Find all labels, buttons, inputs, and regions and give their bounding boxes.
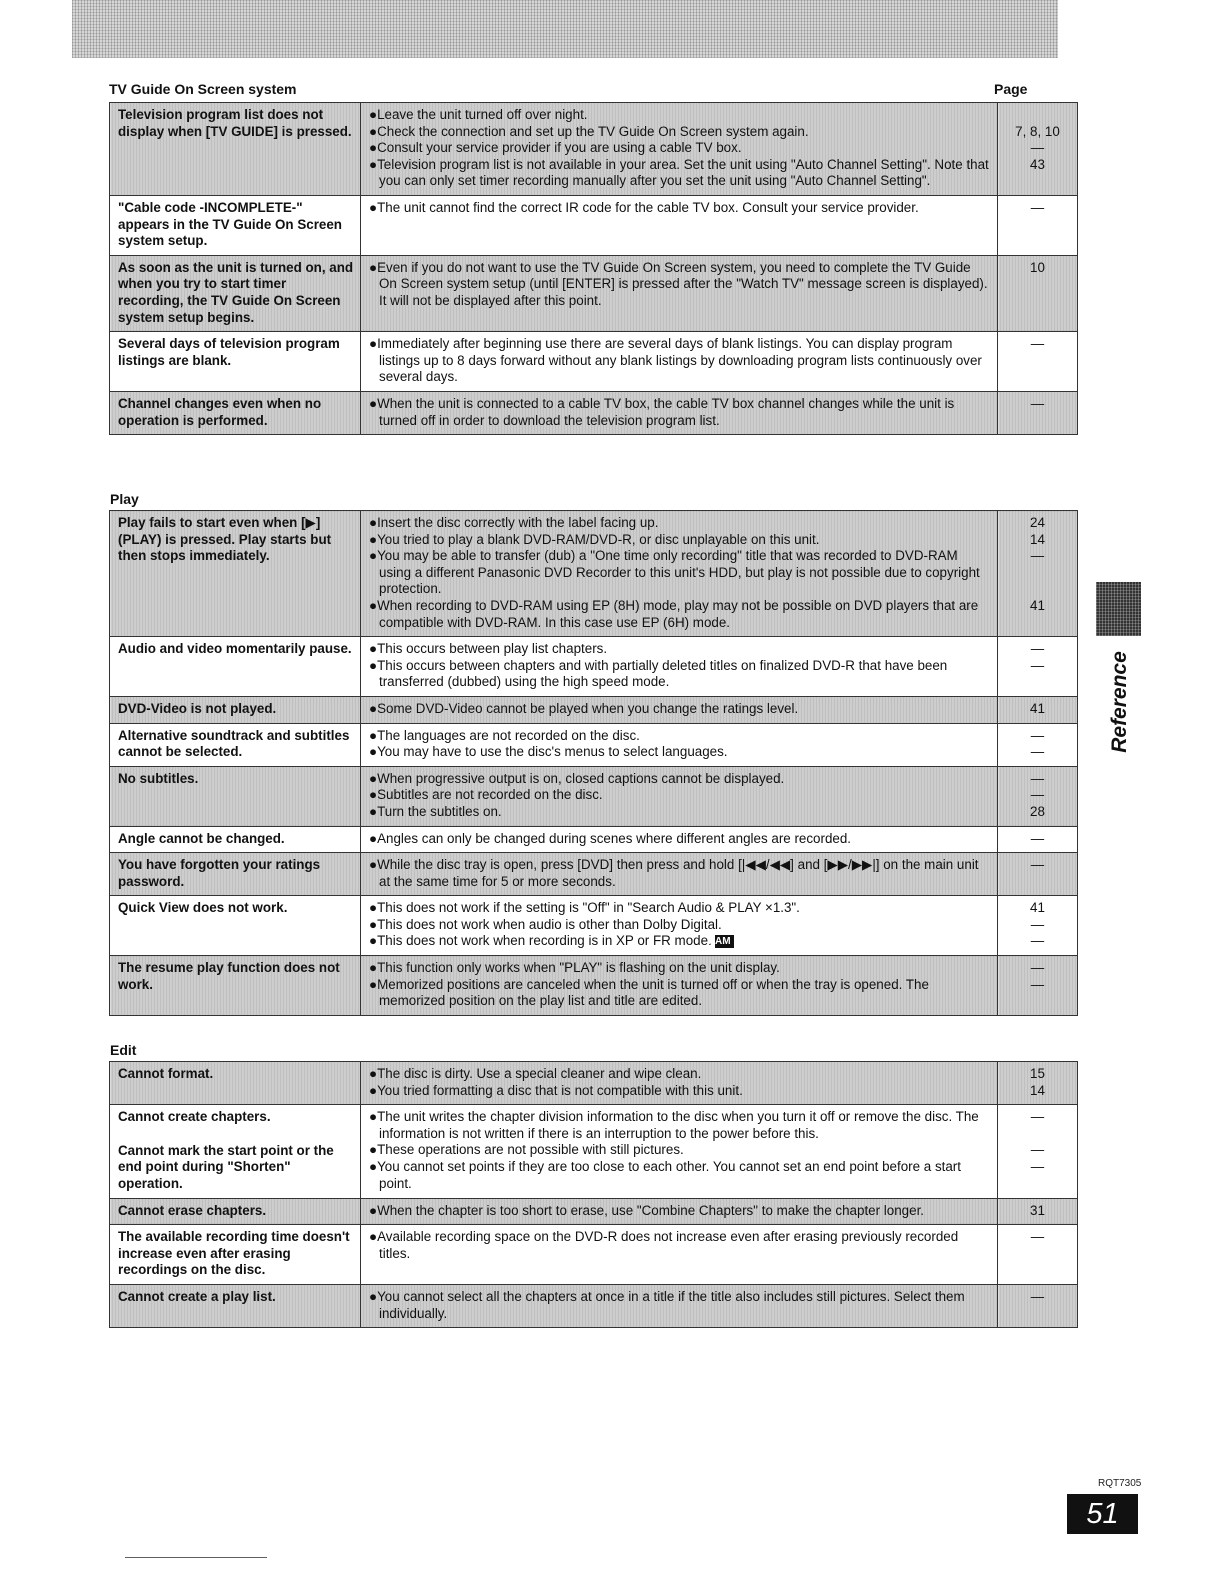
symptom-text: Audio and video momentarily pause.: [118, 641, 352, 657]
remedy-item: [369, 701, 989, 718]
model-code: RQT7305: [1098, 1478, 1142, 1489]
page-ref: [998, 107, 1077, 124]
section-title-edit: Edit: [110, 1042, 137, 1058]
remedy-item: [369, 598, 989, 631]
remedy-text: ●The languages are not recorded on the disc.: [369, 727, 640, 743]
symptom-text: Quick View does not work.: [118, 900, 288, 916]
ram-disc-badge: RAM: [715, 935, 734, 948]
table-row: [110, 255, 1078, 331]
remedy-item: [369, 1109, 989, 1142]
remedy-text: ●This occurs between play list chapters.: [369, 641, 608, 657]
symptom-cell: [110, 1062, 361, 1105]
page-ref: —: [1030, 727, 1045, 743]
page-ref: —: [1030, 641, 1045, 657]
table-row: [110, 195, 1078, 255]
remedy-cell: [361, 1198, 998, 1225]
remedy-cell: [361, 195, 998, 255]
remedy-cell: [361, 637, 998, 697]
table-row: [110, 723, 1078, 766]
page-ref: —: [1030, 744, 1045, 760]
remedy-text: ●This does not work when recording is in XP or FR mode.: [369, 933, 712, 949]
remedy-cell: [361, 1225, 998, 1285]
remedy-item: [369, 1083, 989, 1100]
remedy-item: [369, 1289, 989, 1322]
page-ref: —: [1030, 770, 1045, 786]
remedy-item: [369, 157, 989, 190]
symptom-cell: [110, 723, 361, 766]
page-ref-cell: [998, 896, 1078, 956]
page-ref: —: [1030, 199, 1045, 215]
table-row: [110, 391, 1078, 434]
page-ref: 41: [1030, 700, 1045, 716]
symptom-cell: [110, 255, 361, 331]
page-ref-cell: [998, 255, 1078, 331]
symptom-text: DVD-Video is not played.: [118, 700, 277, 716]
remedy-text: ●Turn the subtitles on.: [369, 803, 502, 819]
remedy-item: [369, 977, 989, 1010]
symptom-text: Angle cannot be changed.: [118, 830, 285, 846]
remedy-text: ●The unit writes the chapter division information to the disc when you turn it off or remove the disc. The information is not written if there is an interruption to the power before this.: [369, 1109, 979, 1141]
page-ref: [998, 1126, 1077, 1143]
symptom-text: You have forgotten your ratings password.: [118, 857, 321, 889]
page-ref: [998, 581, 1077, 598]
symptom-text: Cannot mark the start point or the end point during "Shorten" operation.: [118, 1142, 334, 1191]
symptom-text: Cannot create chapters.: [118, 1109, 271, 1125]
remedy-item: [369, 900, 989, 917]
remedy-text: ●Television program list is not available in your area. Set the unit using "Auto Channel Setting". Note that you can only set timer recording manually after you set the unit using "Auto Channel Setting".: [369, 156, 989, 189]
remedy-text: ●Insert the disc correctly with the label facing up.: [369, 515, 659, 530]
remedy-item: [369, 260, 989, 310]
remedy-text: ●You tried formatting a disc that is not compatible with this unit.: [369, 1082, 743, 1098]
remedy-cell: [361, 696, 998, 723]
remedy-text: ●The disc is dirty. Use a special cleaner and wipe clean.: [369, 1066, 702, 1081]
page-ref: 15: [1030, 1066, 1045, 1081]
remedy-text: ●While the disc tray is open, press [DVD] then press and hold [|◀◀/◀◀] and [▶▶/▶▶|] on the main unit at the same time for 5 or more seconds.: [369, 857, 979, 889]
page-ref-cell: [998, 766, 1078, 826]
remedy-cell: [361, 723, 998, 766]
section-title-play: Play: [110, 491, 139, 507]
symptom-cell: [110, 826, 361, 853]
symptom-cell: [110, 696, 361, 723]
table-row: [110, 826, 1078, 853]
remedy-item: [369, 658, 989, 691]
remedy-item: [369, 831, 989, 848]
remedy-cell: [361, 956, 998, 1016]
symptom-cell: [110, 1105, 361, 1198]
table-row: [110, 1062, 1078, 1105]
page-ref: 28: [1030, 803, 1045, 819]
symptom-text: Television program list does not display when [TV GUIDE] is pressed.: [118, 107, 352, 139]
symptom-text: Channel changes even when no operation is performed.: [118, 395, 322, 428]
table-row: [110, 511, 1078, 637]
page-ref: 41: [1030, 900, 1045, 916]
page-ref: —: [1030, 830, 1045, 846]
page-ref: 24: [1030, 515, 1045, 530]
symptom-text: The available recording time doesn't increase even after erasing recordings on the disc.: [118, 1229, 350, 1278]
page-ref-cell: [998, 696, 1078, 723]
remedy-item: [369, 917, 989, 934]
page-ref: 43: [1030, 156, 1045, 172]
page-ref: 10: [1030, 259, 1045, 275]
table-row: [110, 696, 1078, 723]
page-ref-cell: [998, 1284, 1078, 1327]
remedy-cell: [361, 896, 998, 956]
table-row: [110, 1198, 1078, 1225]
symptom-text: Cannot create a play list.: [118, 1288, 276, 1304]
remedy-text: ●This does not work when audio is other than Dolby Digital.: [369, 916, 722, 932]
remedy-item: [369, 641, 989, 658]
page-ref-cell: [998, 1105, 1078, 1198]
remedy-item: [369, 804, 989, 821]
page-ref: —: [1030, 1158, 1045, 1174]
symptom-text: The resume play function does not work.: [118, 960, 340, 992]
remedy-text: ●You may be able to transfer (dub) a "One time only recording" title that was recorded to DVD-RAM using a different Panasonic DVD Recorder to this unit's HDD, but play is not possible due to copyright protection.: [369, 548, 980, 597]
remedy-cell: [361, 853, 998, 896]
section-tab-marker: [1096, 582, 1141, 636]
page-ref: —: [1030, 336, 1045, 352]
remedy-cell: [361, 332, 998, 392]
symptom-cell: [110, 853, 361, 896]
remedy-text: ●You cannot select all the chapters at once in a title if the title also includes still pictures. Select them individually.: [369, 1288, 965, 1321]
table-row: [110, 896, 1078, 956]
side-section-label: Reference: [1108, 651, 1131, 753]
symptom-text: No subtitles.: [118, 770, 199, 786]
page-ref-cell: [998, 511, 1078, 637]
remedy-text: ●Subtitles are not recorded on the disc.: [369, 787, 603, 803]
section-title-tv-guide: TV Guide On Screen system: [109, 81, 297, 97]
page-ref: —: [1030, 857, 1045, 873]
remedy-item: [369, 336, 989, 386]
symptom-cell: [110, 103, 361, 196]
remedy-item: [369, 857, 989, 890]
remedy-cell: [361, 103, 998, 196]
symptom-cell: [110, 896, 361, 956]
remedy-item: [369, 1203, 989, 1220]
page-ref-cell: [998, 1062, 1078, 1105]
page-ref-cell: [998, 637, 1078, 697]
remedy-text: ●This occurs between chapters and with partially deleted titles on finalized DVD-R that have been transferred (dubbed) using the high speed mode.: [369, 657, 948, 690]
remedy-item: [369, 124, 989, 141]
page-ref: —: [1030, 787, 1045, 803]
remedy-item: [369, 933, 989, 950]
remedy-text: ●When recording to DVD-RAM using EP (8H) mode, play may not be possible on DVD players that are compatible with DVD-RAM. In this case use EP (6H) mode.: [369, 597, 979, 630]
table-row: [110, 956, 1078, 1016]
remedy-text: ●Even if you do not want to use the TV Guide On Screen system, you need to complete the TV Guide On Screen system setup (until [ENTER] is pressed after the "Watch TV" message screen is displayed). It will not be displayed after this point.: [369, 259, 988, 308]
symptom-text: Cannot format.: [118, 1066, 214, 1081]
page-ref: —: [1030, 395, 1045, 411]
symptom-cell: [110, 195, 361, 255]
remedy-text: ●You tried to play a blank DVD-RAM/DVD-R, or disc unplayable on this unit.: [369, 531, 820, 547]
page-ref-cell: [998, 956, 1078, 1016]
table-row: [110, 1225, 1078, 1285]
remedy-text: ●Some DVD-Video cannot be played when you change the ratings level.: [369, 700, 799, 716]
page-ref: 14: [1030, 1082, 1045, 1098]
page-ref: 7, 8, 10: [1015, 123, 1060, 139]
remedy-item: [369, 200, 989, 217]
remedy-item: [369, 515, 989, 532]
remedy-item: [369, 1066, 989, 1083]
remedy-text: ●Consult your service provider if you are using a cable TV box.: [369, 140, 742, 156]
remedy-text: ●Leave the unit turned off over night.: [369, 107, 588, 122]
remedy-item: [369, 787, 989, 804]
page-ref-cell: [998, 1225, 1078, 1285]
table-row: [110, 853, 1078, 896]
remedy-cell: [361, 1284, 998, 1327]
remedy-cell: [361, 391, 998, 434]
remedy-item: [369, 548, 989, 598]
remedy-text: ●This does not work if the setting is "Off" in "Search Audio & PLAY ×1.3".: [369, 900, 800, 916]
symptom-cell: [110, 1284, 361, 1327]
remedy-cell: [361, 826, 998, 853]
symptom-text: Alternative soundtrack and subtitles cannot be selected.: [118, 727, 350, 760]
page-ref-cell: [998, 1198, 1078, 1225]
page-ref-cell: [998, 853, 1078, 896]
symptom-cell: [110, 956, 361, 1016]
symptom-text: Cannot erase chapters.: [118, 1202, 267, 1218]
table-row: [110, 766, 1078, 826]
remedy-item: [369, 1142, 989, 1159]
page-ref-cell: [998, 103, 1078, 196]
remedy-item: [369, 396, 989, 429]
remedy-text: ●Available recording space on the DVD-R does not increase even after erasing previously recorded titles.: [369, 1229, 959, 1261]
page-ref: —: [1030, 960, 1045, 976]
remedy-cell: [361, 255, 998, 331]
page-ref: —: [1030, 933, 1045, 949]
symptom-text: "Cable code -INCOMPLETE-" appears in the TV Guide On Screen system setup.: [118, 199, 342, 249]
symptom-text: As soon as the unit is turned on, and when you try to start timer recording, the TV Guide On Screen system setup begins.: [118, 259, 354, 325]
remedy-text: ●Check the connection and set up the TV Guide On Screen system again.: [369, 123, 809, 139]
remedy-item: [369, 728, 989, 745]
page-ref: 31: [1030, 1202, 1045, 1218]
remedy-text: ●Angles can only be changed during scenes where different angles are recorded.: [369, 830, 852, 846]
page-column-label: Page: [994, 81, 1028, 97]
remedy-item: [369, 960, 989, 977]
symptom-cell: [110, 391, 361, 434]
table-row: [110, 1284, 1078, 1327]
remedy-cell: [361, 766, 998, 826]
page-ref: —: [1030, 140, 1045, 156]
page-ref: —: [1030, 1288, 1045, 1304]
footer-rule: [125, 1557, 267, 1558]
tv-guide-troubleshooting-table: [109, 102, 1078, 435]
remedy-item: [369, 140, 989, 157]
symptom-cell: [110, 766, 361, 826]
edit-troubleshooting-table: [109, 1061, 1078, 1328]
remedy-text: ●When progressive output is on, closed captions cannot be displayed.: [369, 770, 785, 786]
remedy-text: ●These operations are not possible with still pictures.: [369, 1142, 684, 1158]
remedy-item: [369, 107, 989, 124]
remedy-text: ●You may have to use the disc's menus to select languages.: [369, 744, 728, 760]
remedy-cell: [361, 1105, 998, 1198]
table-row: [110, 637, 1078, 697]
page-ref: 41: [1030, 597, 1045, 613]
page-ref: —: [1030, 1142, 1045, 1158]
play-troubleshooting-table: [109, 510, 1078, 1016]
page-ref-cell: [998, 332, 1078, 392]
symptom-cell: [110, 332, 361, 392]
table-row: [110, 332, 1078, 392]
page-ref-cell: [998, 723, 1078, 766]
symptom-cell: [110, 637, 361, 697]
remedy-item: [369, 771, 989, 788]
page-ref: [998, 565, 1077, 582]
page-number: 51: [1067, 1494, 1138, 1534]
remedy-item: [369, 1159, 989, 1192]
remedy-text: ●You cannot set points if they are too close to each other. You cannot set an end point before a start point.: [369, 1158, 961, 1191]
page-ref-cell: [998, 826, 1078, 853]
symptom-cell: [110, 1198, 361, 1225]
symptom-text: Several days of television program listings are blank.: [118, 336, 340, 368]
page-ref: —: [1030, 916, 1045, 932]
page-ref: —: [1030, 976, 1045, 992]
symptom-cell: [110, 511, 361, 637]
remedy-text: ●When the chapter is too short to erase, use "Combine Chapters" to make the chapter longer.: [369, 1202, 925, 1218]
remedy-item: [369, 532, 989, 549]
symptom-cell: [110, 1225, 361, 1285]
remedy-text: ●Memorized positions are canceled when the unit is turned off or when the tray is opened. The memorized position on the play list and title are edited.: [369, 976, 929, 1009]
remedy-item: [369, 744, 989, 761]
remedy-cell: [361, 511, 998, 637]
remedy-text: ●This function only works when "PLAY" is flashing on the unit display.: [369, 960, 780, 976]
page-ref: —: [1030, 1109, 1045, 1125]
page-ref: —: [1030, 1229, 1045, 1245]
table-row: [110, 1105, 1078, 1198]
remedy-text: ●The unit cannot find the correct IR code for the cable TV box. Consult your service provider.: [369, 199, 919, 215]
page-ref-cell: [998, 195, 1078, 255]
page-ref: 14: [1030, 531, 1045, 547]
header-bar: [72, 0, 1058, 58]
remedy-text: ●When the unit is connected to a cable TV box, the cable TV box channel changes while the unit is turned off in order to download the television program list.: [369, 395, 955, 428]
remedy-cell: [361, 1062, 998, 1105]
remedy-text: ●Immediately after beginning use there are several days of blank listings. You can display program listings up to 8 days forward without any blank listings by downloading program lists continuously over several days.: [369, 336, 982, 385]
page-ref-cell: [998, 391, 1078, 434]
table-row: [110, 103, 1078, 196]
remedy-item: [369, 1229, 989, 1262]
page-ref: —: [1030, 657, 1045, 673]
symptom-text: Play fails to start even when [▶] (PLAY) is pressed. Play starts but then stops immediately.: [118, 515, 332, 564]
page-ref: —: [1030, 548, 1045, 564]
